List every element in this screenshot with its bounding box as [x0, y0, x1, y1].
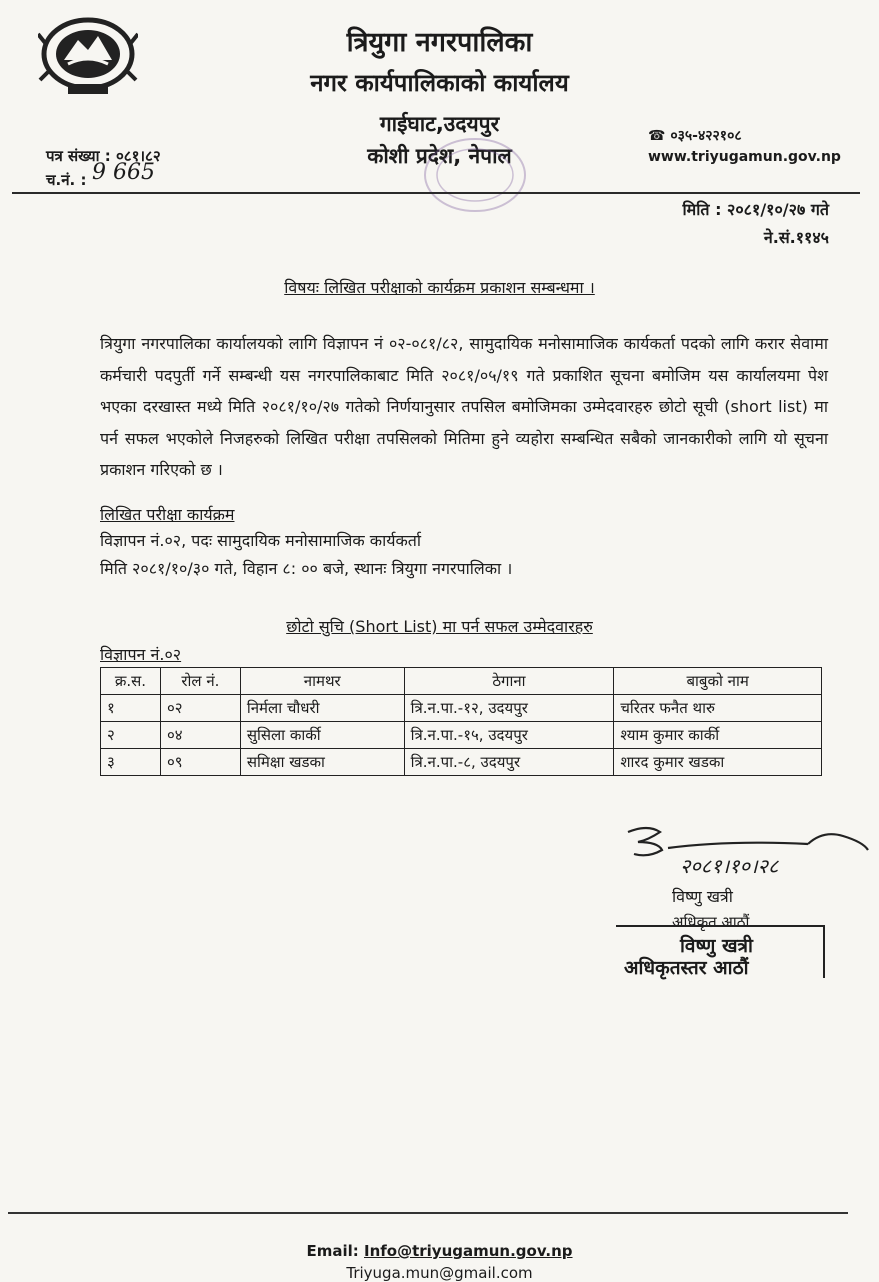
- name-cell: सुसिला कार्की: [240, 722, 404, 749]
- body-paragraph: त्रियुगा नगरपालिका कार्यालयको लागि विज्ञापन नं ०२-०८१/८२, सामुदायिक मनोसामाजिक कार्यकर्ता पदको लागि करार सेवामा कर्मचारी पदपुर्ती गर्ने सम्बन्धी यस नगरपालिकाबाट मिति २०८१/०५/१९ गते प्रकाशित सूचना बमोजिम यस कार्यालयमा पेश भएका दरखास्त मध्ये मिति २०८१/१०/२७ गतेको निर्णयानुसार तपसिल बमोजिमका उम्मेदवारहरु छोटो सूची (short list) मा पर्न सफल भएकोले निजहरुको लिखित परीक्षा तपसिलको मितिमा हुने व्यहोरा सम्बन्धित सबैको जानकारीको लागि यो सूचना प्रकाशन गरिएको छ ।: [100, 334, 828, 479]
- father-name-cell: श्याम कुमार कार्की: [614, 722, 822, 749]
- address-line-1: गाईघाट,उदयपुर: [379, 112, 500, 136]
- column-header: नामथर: [240, 668, 404, 695]
- address-cell: त्रि.न.पा.-१२, उदयपुर: [404, 695, 614, 722]
- signatory-post: अधिकृत आठौं: [672, 913, 750, 931]
- website: www.triyugamun.gov.np: [648, 149, 841, 165]
- office-seal-stamp: [420, 135, 530, 215]
- serial-cell: १: [101, 695, 161, 722]
- father-name-cell: चरितर फनैत थारु: [614, 695, 822, 722]
- phone-number: ☎ ०३५-४२२१०८: [648, 128, 742, 144]
- advertisement-label: विज्ञापन नं.०२: [100, 645, 182, 664]
- table-header-row: [101, 668, 822, 695]
- address-cell: त्रि.न.पा.-८, उदयपुर: [404, 749, 614, 776]
- address-cell: त्रि.न.पा.-१५, उदयपुर: [404, 722, 614, 749]
- roll-cell: ०९: [160, 749, 240, 776]
- office-name: नगर कार्यपालिकाको कार्यालय: [310, 69, 569, 97]
- exam-date-line: मिति २०८१/१०/३० गते, विहान ८: ०० बजे, स्थानः त्रियुगा नगरपालिका ।: [100, 559, 513, 578]
- shortlist-table: [100, 667, 822, 776]
- father-name-cell: शारद कुमार खडका: [614, 749, 822, 776]
- dispatch-number-label: च.नं. :: [46, 171, 87, 189]
- serial-cell: २: [101, 722, 161, 749]
- footer-divider: [8, 1212, 848, 1214]
- table-row: [101, 695, 822, 722]
- column-header: बाबुको नाम: [614, 668, 822, 695]
- signature-date: २०८१।१०।२८: [680, 854, 779, 878]
- column-header: ठेगाना: [404, 668, 614, 695]
- address-line-2: कोशी प्रदेश, नेपाल: [367, 144, 512, 168]
- exam-schedule-heading: लिखित परीक्षा कार्यक्रम: [100, 505, 235, 524]
- footer-email-secondary[interactable]: Triyuga.mun@gmail.com: [346, 1264, 533, 1282]
- roll-cell: ०२: [160, 695, 240, 722]
- name-cell: निर्मला चौधरी: [240, 695, 404, 722]
- column-header: रोल नं.: [160, 668, 240, 695]
- roll-cell: ०४: [160, 722, 240, 749]
- column-header: क्र.स.: [101, 668, 161, 695]
- stamp-name: विष्णु खत्री: [680, 935, 753, 957]
- footer-email-line: [0, 1242, 879, 1260]
- email-link[interactable]: Info@triyugamun.gov.np: [364, 1242, 573, 1260]
- subject-line: विषयः लिखित परीक्षाको कार्यक्रम प्रकाशन सम्बन्धमा ।: [284, 278, 595, 297]
- signatory-name: विष्णु खत्री: [672, 887, 733, 906]
- exam-advertisement-line: विज्ञापन नं.०२, पदः सामुदायिक मनोसामाजिक कार्यकर्ता: [100, 531, 422, 550]
- dispatch-number-value: 9 665: [92, 160, 155, 185]
- letter-number: पत्र संख्या : ०८१।८२: [46, 147, 161, 165]
- serial-cell: ३: [101, 749, 161, 776]
- stamp-post: अधिकृतस्तर आठौं: [624, 957, 749, 979]
- letter-date: मिति : २०८१/१०/२७ गते: [682, 200, 829, 219]
- header-divider: [12, 192, 860, 194]
- municipality-name: त्रियुगा नगरपालिका: [346, 27, 533, 58]
- table-row: [101, 722, 822, 749]
- email-label: Email:: [306, 1242, 364, 1260]
- shortlist-title: छोटो सुचि (Short List) मा पर्न सफल उम्मेदवारहरु: [286, 617, 593, 636]
- name-cell: समिक्षा खडका: [240, 749, 404, 776]
- table-row: [101, 749, 822, 776]
- nepal-sambat-date: ने.सं.११४५: [763, 228, 829, 247]
